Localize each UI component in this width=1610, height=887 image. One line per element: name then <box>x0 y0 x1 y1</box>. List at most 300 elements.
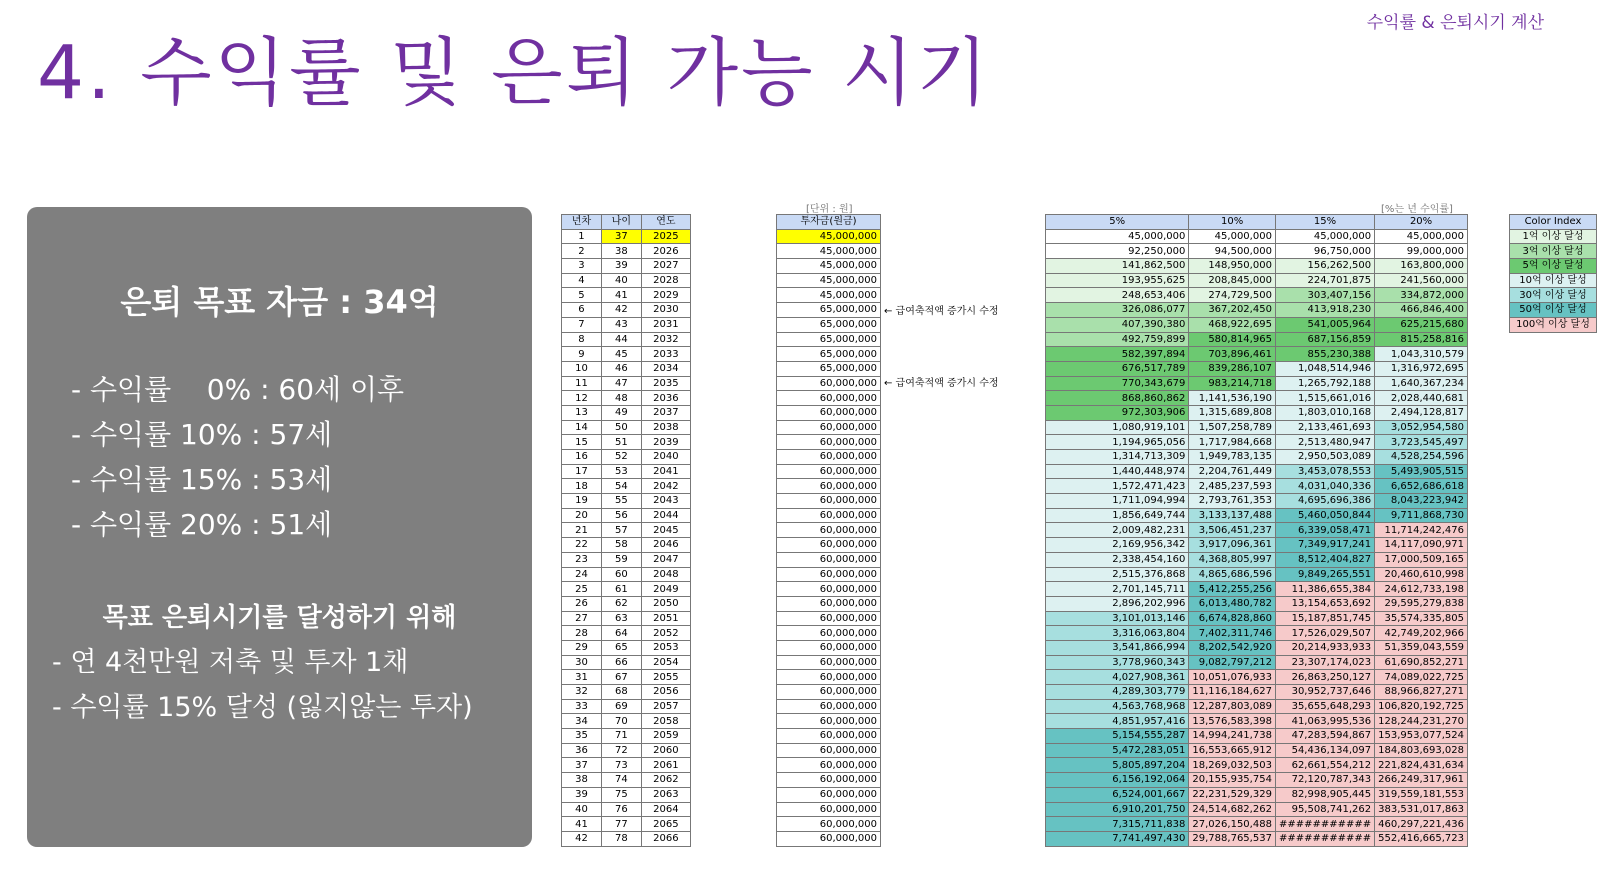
return-cell: 274,729,500 <box>1189 288 1276 303</box>
return-cell: 3,778,960,343 <box>1046 655 1189 670</box>
table-row <box>777 567 881 582</box>
age-cell: 45 <box>601 347 641 362</box>
return-cell: 51,359,043,559 <box>1375 640 1468 655</box>
return-cell: 1,803,010,168 <box>1275 405 1374 420</box>
return-cell: 972,303,906 <box>1046 405 1189 420</box>
table-row <box>562 611 691 626</box>
return-cell: 2,513,480,947 <box>1275 435 1374 450</box>
legend-row <box>1510 273 1597 288</box>
return-cell: 128,244,231,270 <box>1375 714 1468 729</box>
return-cell: 815,258,816 <box>1375 332 1468 347</box>
age-cell: 61 <box>601 582 641 597</box>
table-row <box>777 405 881 420</box>
return-cell: 10,051,076,933 <box>1189 670 1276 685</box>
year-index-cell: 27 <box>562 611 602 626</box>
year-index-cell: 32 <box>562 685 602 700</box>
return-cell: 24,514,682,262 <box>1189 802 1276 817</box>
age-cell: 51 <box>601 435 641 450</box>
table-row <box>562 494 691 509</box>
table-row <box>1046 685 1468 700</box>
year-index-cell: 42 <box>562 831 602 846</box>
table-row <box>562 435 691 450</box>
year-cell: 2041 <box>641 464 690 479</box>
age-cell: 46 <box>601 361 641 376</box>
col-header-year-index: 년차 <box>562 215 602 230</box>
return-cell: 5,472,283,051 <box>1046 743 1189 758</box>
year-index-cell: 1 <box>562 229 602 244</box>
col-header-rate-5: 5% <box>1046 215 1189 230</box>
table-row <box>562 831 691 846</box>
principal-cell: 65,000,000 <box>777 347 881 362</box>
age-cell: 62 <box>601 596 641 611</box>
principal-cell: 65,000,000 <box>777 332 881 347</box>
table-row <box>777 303 881 318</box>
return-cell: 413,918,230 <box>1275 303 1374 318</box>
year-index-cell: 33 <box>562 699 602 714</box>
table-row <box>1046 831 1468 846</box>
table-row <box>1046 729 1468 744</box>
age-cell: 68 <box>601 685 641 700</box>
principal-cell: 60,000,000 <box>777 699 881 714</box>
year-cell: 2037 <box>641 405 690 420</box>
return-cell: 7,741,497,430 <box>1046 831 1189 846</box>
return-cell: 41,063,995,536 <box>1275 714 1374 729</box>
year-cell: 2050 <box>641 596 690 611</box>
rate-item: - 수익률 10% : 57세 <box>71 418 333 451</box>
age-cell: 63 <box>601 611 641 626</box>
table-row <box>562 244 691 259</box>
table-row <box>777 523 881 538</box>
col-header-age: 나이 <box>601 215 641 230</box>
table-row <box>1046 655 1468 670</box>
age-cell: 75 <box>601 787 641 802</box>
table-row <box>1046 479 1468 494</box>
return-cell: 4,851,957,416 <box>1046 714 1189 729</box>
return-cell: 153,953,077,524 <box>1375 729 1468 744</box>
return-cell: 3,133,137,488 <box>1189 508 1276 523</box>
year-index-cell: 31 <box>562 670 602 685</box>
table-row <box>1046 567 1468 582</box>
year-cell: 2034 <box>641 361 690 376</box>
principal-cell: 60,000,000 <box>777 567 881 582</box>
legend-row <box>1510 244 1597 259</box>
table-row <box>1046 376 1468 391</box>
legend-item: 10억 이상 달성 <box>1510 273 1597 288</box>
principal-cell: 60,000,000 <box>777 802 881 817</box>
year-cell: 2063 <box>641 787 690 802</box>
return-cell: 868,860,862 <box>1046 391 1189 406</box>
return-cell: 303,407,156 <box>1275 288 1374 303</box>
legend-item: 5억 이상 달성 <box>1510 259 1597 274</box>
table-row <box>562 361 691 376</box>
legend-item: 30억 이상 달성 <box>1510 288 1597 303</box>
return-cell: 460,297,221,436 <box>1375 817 1468 832</box>
header-subtitle: 수익률 & 은퇴시기 계산 <box>1366 13 1544 33</box>
table-row <box>562 450 691 465</box>
table-row <box>562 743 691 758</box>
table-row <box>1046 229 1468 244</box>
rate-item: - 수익률 0% : 60세 이후 <box>71 373 405 406</box>
table-row <box>777 699 881 714</box>
year-index-cell: 3 <box>562 259 602 274</box>
year-cell: 2065 <box>641 817 690 832</box>
year-cell: 2032 <box>641 332 690 347</box>
table-row <box>777 229 881 244</box>
return-cell: 367,202,450 <box>1189 303 1276 318</box>
color-index-legend <box>1509 214 1597 333</box>
return-cell: ########### <box>1275 817 1374 832</box>
achieve-item: - 연 4천만원 저축 및 투자 1채 <box>52 647 409 678</box>
return-cell: 4,865,686,596 <box>1189 567 1276 582</box>
year-cell: 2064 <box>641 802 690 817</box>
table-row <box>562 479 691 494</box>
return-cell: 5,460,050,844 <box>1275 508 1374 523</box>
return-cell: 45,000,000 <box>1046 229 1189 244</box>
year-cell: 2042 <box>641 479 690 494</box>
returns-table <box>1045 214 1468 847</box>
year-cell: 2049 <box>641 582 690 597</box>
age-cell: 44 <box>601 332 641 347</box>
achieve-list <box>52 640 473 730</box>
return-cell: 1,315,689,808 <box>1189 405 1276 420</box>
return-cell: 1,640,367,234 <box>1375 376 1468 391</box>
year-index-cell: 22 <box>562 538 602 553</box>
return-cell: 839,286,107 <box>1189 361 1276 376</box>
return-cell: 319,559,181,553 <box>1375 787 1468 802</box>
salary-note: ← 급여축적액 증가시 수정 <box>884 378 999 389</box>
return-cell: 27,026,150,488 <box>1189 817 1276 832</box>
table-row <box>1046 508 1468 523</box>
table-row <box>1046 611 1468 626</box>
year-index-cell: 35 <box>562 729 602 744</box>
return-cell: 11,116,184,627 <box>1189 685 1276 700</box>
return-cell: 13,576,583,398 <box>1189 714 1276 729</box>
year-cell: 2053 <box>641 640 690 655</box>
return-cell: 45,000,000 <box>1375 229 1468 244</box>
return-cell: 4,027,908,361 <box>1046 670 1189 685</box>
table-row <box>777 802 881 817</box>
table-row <box>1046 405 1468 420</box>
return-cell: 29,595,279,838 <box>1375 596 1468 611</box>
return-cell: 2,896,202,996 <box>1046 596 1189 611</box>
year-cell: 2035 <box>641 376 690 391</box>
return-cell: 3,101,013,146 <box>1046 611 1189 626</box>
table-row <box>562 332 691 347</box>
principal-cell: 60,000,000 <box>777 626 881 641</box>
return-cell: 141,862,500 <box>1046 259 1189 274</box>
return-cell: 8,202,542,920 <box>1189 640 1276 655</box>
legend-item: 100억 이상 달성 <box>1510 317 1597 332</box>
year-index-cell: 37 <box>562 758 602 773</box>
year-index-cell: 29 <box>562 640 602 655</box>
return-cell: 72,120,787,343 <box>1275 773 1374 788</box>
table-row <box>777 361 881 376</box>
year-cell: 2045 <box>641 523 690 538</box>
table-row <box>1046 787 1468 802</box>
return-cell: 6,013,480,782 <box>1189 596 1276 611</box>
return-cell: 8,043,223,942 <box>1375 494 1468 509</box>
year-cell: 2038 <box>641 420 690 435</box>
table-row <box>777 435 881 450</box>
return-cell: 1,043,310,579 <box>1375 347 1468 362</box>
principal-cell: 60,000,000 <box>777 523 881 538</box>
principal-cell: 60,000,000 <box>777 494 881 509</box>
table-row <box>777 391 881 406</box>
year-cell: 2060 <box>641 743 690 758</box>
legend-row <box>1510 259 1597 274</box>
legend-row <box>1510 229 1597 244</box>
return-cell: 4,528,254,596 <box>1375 450 1468 465</box>
table-row <box>777 244 881 259</box>
table-row <box>562 376 691 391</box>
table-row <box>562 640 691 655</box>
year-cell: 2033 <box>641 347 690 362</box>
return-cell: 4,563,768,968 <box>1046 699 1189 714</box>
table-row <box>777 332 881 347</box>
col-header-rate-10: 10% <box>1189 215 1276 230</box>
return-cell: 770,343,679 <box>1046 376 1189 391</box>
table-row <box>777 714 881 729</box>
return-cell: 1,856,649,744 <box>1046 508 1189 523</box>
summary-panel <box>27 207 532 847</box>
year-cell: 2044 <box>641 508 690 523</box>
year-cell: 2027 <box>641 259 690 274</box>
age-cell: 53 <box>601 464 641 479</box>
return-cell: 156,262,500 <box>1275 259 1374 274</box>
table-row <box>1046 435 1468 450</box>
return-cell: 552,416,665,723 <box>1375 831 1468 846</box>
year-index-cell: 34 <box>562 714 602 729</box>
age-cell: 64 <box>601 626 641 641</box>
table-row <box>1046 640 1468 655</box>
return-cell: 1,711,094,994 <box>1046 494 1189 509</box>
table-row <box>1046 391 1468 406</box>
table-row <box>1046 626 1468 641</box>
table-row <box>562 523 691 538</box>
year-cell: 2057 <box>641 699 690 714</box>
table-row <box>1046 582 1468 597</box>
return-cell: 23,307,174,023 <box>1275 655 1374 670</box>
table-row <box>777 259 881 274</box>
return-cell: 466,846,400 <box>1375 303 1468 318</box>
table-row <box>562 303 691 318</box>
col-header-year: 연도 <box>641 215 690 230</box>
year-cell: 2048 <box>641 567 690 582</box>
table-row <box>562 714 691 729</box>
return-cell: 6,910,201,750 <box>1046 802 1189 817</box>
year-index-cell: 14 <box>562 420 602 435</box>
return-cell: 92,250,000 <box>1046 244 1189 259</box>
age-cell: 76 <box>601 802 641 817</box>
return-cell: 407,390,380 <box>1046 317 1189 332</box>
year-cell: 2062 <box>641 773 690 788</box>
return-cell: 983,214,718 <box>1189 376 1276 391</box>
achieve-heading: 목표 은퇴시기를 달성하기 위해 <box>102 603 457 633</box>
return-cell: 468,922,695 <box>1189 317 1276 332</box>
principal-cell: 60,000,000 <box>777 670 881 685</box>
table-row <box>777 347 881 362</box>
return-cell: 4,695,696,386 <box>1275 494 1374 509</box>
return-cell: 62,661,554,212 <box>1275 758 1374 773</box>
table-row <box>777 670 881 685</box>
table-row <box>777 420 881 435</box>
principal-cell: 60,000,000 <box>777 508 881 523</box>
return-cell: 248,653,406 <box>1046 288 1189 303</box>
legend-item: 50억 이상 달성 <box>1510 303 1597 318</box>
return-cell: 241,560,000 <box>1375 273 1468 288</box>
return-cell: 20,155,935,754 <box>1189 773 1276 788</box>
return-cell: 24,612,733,198 <box>1375 582 1468 597</box>
table-row <box>562 596 691 611</box>
year-cell: 2066 <box>641 831 690 846</box>
age-cell: 43 <box>601 317 641 332</box>
return-cell: 96,750,000 <box>1275 244 1374 259</box>
return-cell: 9,849,265,551 <box>1275 567 1374 582</box>
age-cell: 65 <box>601 640 641 655</box>
return-cell: 224,701,875 <box>1275 273 1374 288</box>
year-cell: 2052 <box>641 626 690 641</box>
table-row <box>562 567 691 582</box>
return-cell: 1,265,792,188 <box>1275 376 1374 391</box>
return-cell: 184,803,693,028 <box>1375 743 1468 758</box>
age-cell: 50 <box>601 420 641 435</box>
table-row <box>777 538 881 553</box>
year-index-cell: 26 <box>562 596 602 611</box>
year-index-cell: 8 <box>562 332 602 347</box>
age-cell: 57 <box>601 523 641 538</box>
col-header-rate-15: 15% <box>1275 215 1374 230</box>
age-cell: 48 <box>601 391 641 406</box>
year-index-cell: 40 <box>562 802 602 817</box>
return-cell: 703,896,461 <box>1189 347 1276 362</box>
principal-cell: 60,000,000 <box>777 640 881 655</box>
return-cell: 99,000,000 <box>1375 244 1468 259</box>
table-row <box>777 450 881 465</box>
principal-cell: 60,000,000 <box>777 479 881 494</box>
table-row <box>777 582 881 597</box>
principal-cell: 60,000,000 <box>777 435 881 450</box>
rate-note: [%는 년 수익률] <box>1381 204 1453 215</box>
table-row <box>562 626 691 641</box>
table-row <box>562 508 691 523</box>
return-cell: 1,316,972,695 <box>1375 361 1468 376</box>
year-index-cell: 10 <box>562 361 602 376</box>
return-cell: 2,701,145,711 <box>1046 582 1189 597</box>
principal-cell: 45,000,000 <box>777 259 881 274</box>
return-cell: 625,215,680 <box>1375 317 1468 332</box>
return-cell: 193,955,625 <box>1046 273 1189 288</box>
return-cell: 163,800,000 <box>1375 259 1468 274</box>
year-cell: 2054 <box>641 655 690 670</box>
year-index-cell: 39 <box>562 787 602 802</box>
age-cell: 41 <box>601 288 641 303</box>
table-row <box>1046 450 1468 465</box>
year-index-cell: 18 <box>562 479 602 494</box>
principal-cell: 60,000,000 <box>777 420 881 435</box>
age-cell: 52 <box>601 450 641 465</box>
return-cell: 1,572,471,423 <box>1046 479 1189 494</box>
return-cell: 2,950,503,089 <box>1275 450 1374 465</box>
table-row <box>562 787 691 802</box>
year-index-cell: 17 <box>562 464 602 479</box>
return-cell: 47,283,594,867 <box>1275 729 1374 744</box>
year-index-cell: 28 <box>562 626 602 641</box>
year-cell: 2026 <box>641 244 690 259</box>
principal-cell: 60,000,000 <box>777 729 881 744</box>
return-cell: 2,494,128,817 <box>1375 405 1468 420</box>
return-cell: 1,141,536,190 <box>1189 391 1276 406</box>
principal-cell: 60,000,000 <box>777 655 881 670</box>
table-row <box>1046 273 1468 288</box>
legend-row <box>1510 288 1597 303</box>
principal-cell: 60,000,000 <box>777 743 881 758</box>
table-row <box>1046 743 1468 758</box>
table-row <box>562 391 691 406</box>
table-row <box>562 817 691 832</box>
age-cell: 58 <box>601 538 641 553</box>
return-cell: 1,314,713,309 <box>1046 450 1189 465</box>
principal-cell: 60,000,000 <box>777 552 881 567</box>
return-cell: 35,655,648,293 <box>1275 699 1374 714</box>
table-row <box>1046 244 1468 259</box>
table-row <box>1046 259 1468 274</box>
table-row <box>777 273 881 288</box>
year-index-cell: 9 <box>562 347 602 362</box>
return-cell: 1,048,514,946 <box>1275 361 1374 376</box>
investment-table <box>776 214 881 847</box>
return-cell: 1,440,448,974 <box>1046 464 1189 479</box>
table-row <box>777 773 881 788</box>
table-row <box>1046 303 1468 318</box>
return-cell: 4,031,040,336 <box>1275 479 1374 494</box>
year-cell: 2043 <box>641 494 690 509</box>
table-row <box>1046 699 1468 714</box>
return-cell: 1,949,783,135 <box>1189 450 1276 465</box>
table-row <box>777 288 881 303</box>
return-cell: 492,759,899 <box>1046 332 1189 347</box>
return-cell: 13,154,653,692 <box>1275 596 1374 611</box>
year-index-cell: 24 <box>562 567 602 582</box>
table-row <box>562 420 691 435</box>
principal-cell: 60,000,000 <box>777 538 881 553</box>
table-row <box>562 229 691 244</box>
return-cell: 580,814,965 <box>1189 332 1276 347</box>
age-cell: 66 <box>601 655 641 670</box>
principal-cell: 60,000,000 <box>777 758 881 773</box>
return-cell: 6,652,686,618 <box>1375 479 1468 494</box>
age-cell: 72 <box>601 743 641 758</box>
age-cell: 74 <box>601 773 641 788</box>
legend-row <box>1510 303 1597 318</box>
year-cell: 2025 <box>641 229 690 244</box>
table-row <box>1046 538 1468 553</box>
year-index-cell: 30 <box>562 655 602 670</box>
return-cell: 7,349,917,241 <box>1275 538 1374 553</box>
year-cell: 2058 <box>641 714 690 729</box>
year-cell: 2029 <box>641 288 690 303</box>
table-row <box>1046 670 1468 685</box>
table-row <box>777 655 881 670</box>
principal-cell: 60,000,000 <box>777 391 881 406</box>
table-row <box>562 464 691 479</box>
year-index-cell: 38 <box>562 773 602 788</box>
table-row <box>562 802 691 817</box>
return-cell: 855,230,388 <box>1275 347 1374 362</box>
return-cell: 88,966,827,271 <box>1375 685 1468 700</box>
table-row <box>1046 494 1468 509</box>
table-row <box>777 479 881 494</box>
table-row <box>777 376 881 391</box>
